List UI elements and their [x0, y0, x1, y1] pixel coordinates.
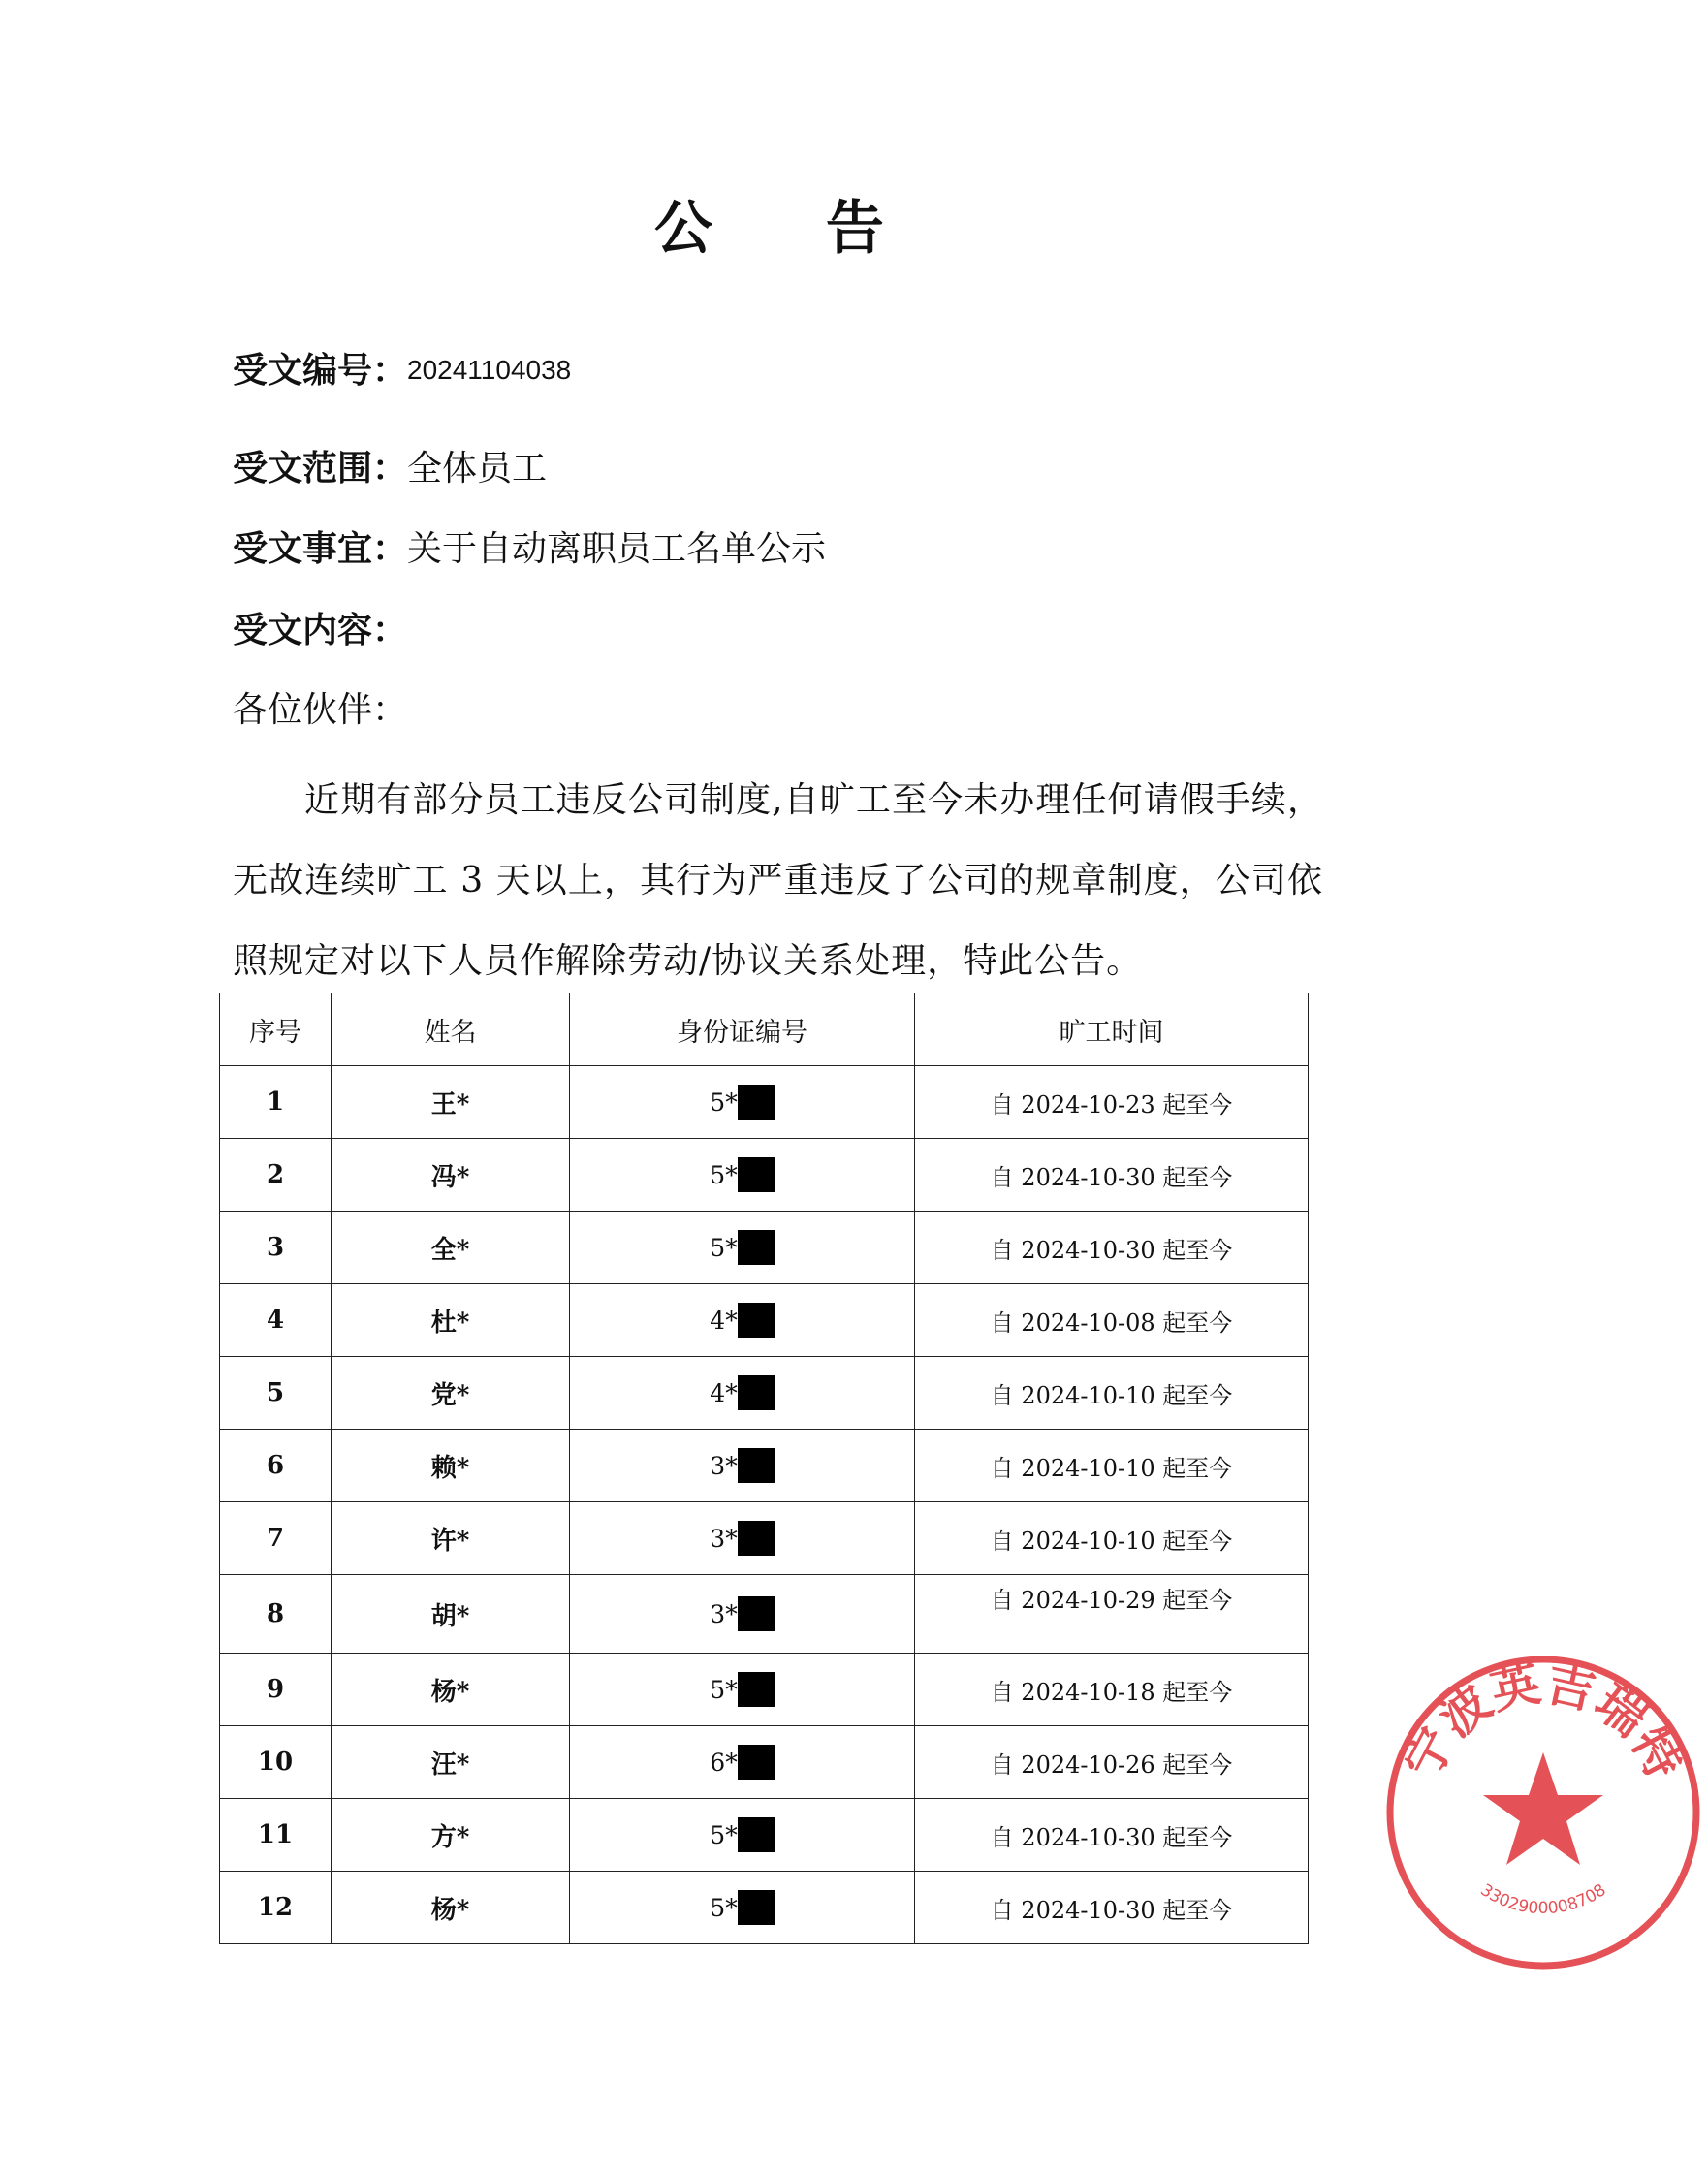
- table-row: [220, 1212, 1309, 1284]
- matter-label: 受文事宜：: [233, 528, 408, 569]
- row-period: 自 2024-10-30 起至今: [915, 1872, 1309, 1944]
- redaction-block: [738, 1817, 775, 1852]
- table-row: [220, 1430, 1309, 1502]
- notice-body: 近期有部分员工违反公司制度,自旷工至今未办理任何请假手续，无故连续旷工 3 天以上，其行为严重违反了公司的规章制度，公司依照规定对以下人员作解除劳动/协议关系处理，特此公告。: [233, 780, 1323, 981]
- scope-label: 受文范围：: [233, 448, 408, 489]
- row-id: [570, 1654, 915, 1726]
- row-period: 自 2024-10-08 起至今: [915, 1284, 1309, 1357]
- row-name: 许*: [332, 1502, 570, 1575]
- row-id: [570, 1066, 915, 1139]
- row-id-text: 5*: [710, 1233, 738, 1262]
- row-period: 自 2024-10-29 起至今: [915, 1575, 1309, 1654]
- redaction-block: [738, 1672, 775, 1707]
- row-no: 10: [220, 1726, 332, 1799]
- page-title: 公 告: [654, 195, 931, 263]
- row-id: [570, 1284, 915, 1357]
- redaction-block: [738, 1890, 775, 1925]
- row-id: [570, 1502, 915, 1575]
- row-period: 自 2024-10-10 起至今: [915, 1430, 1309, 1502]
- doc-number-value: 20241104038: [407, 355, 572, 385]
- row-id-text: 4*: [710, 1306, 738, 1335]
- table-row: [220, 1654, 1309, 1726]
- row-name: 汪*: [332, 1726, 570, 1799]
- row-no: 11: [220, 1799, 332, 1872]
- table-row: [220, 1726, 1309, 1799]
- row-name: 杨*: [332, 1654, 570, 1726]
- row-period: 自 2024-10-30 起至今: [915, 1139, 1309, 1212]
- doc-number-field: [233, 347, 571, 394]
- row-name: 全*: [332, 1212, 570, 1284]
- row-id: [570, 1139, 915, 1212]
- matter-field: [233, 525, 826, 573]
- row-name: 王*: [332, 1066, 570, 1139]
- row-name: 杨*: [332, 1872, 570, 1944]
- row-no: 1: [220, 1066, 332, 1139]
- row-name: 杜*: [332, 1284, 570, 1357]
- header-no: 序号: [220, 993, 332, 1066]
- redaction-block: [738, 1157, 775, 1192]
- table-row: [220, 1066, 1309, 1139]
- row-no: 7: [220, 1502, 332, 1575]
- row-id-text: 3*: [710, 1599, 738, 1628]
- row-id-text: 3*: [710, 1451, 738, 1480]
- employee-table: [219, 993, 1309, 1944]
- row-name: 方*: [332, 1799, 570, 1872]
- row-id-text: 6*: [710, 1748, 738, 1777]
- table-row: [220, 1284, 1309, 1357]
- seal-code-text: 3302900008708: [1476, 1880, 1610, 1919]
- redaction-block: [738, 1303, 775, 1338]
- content-field: [233, 607, 407, 654]
- row-id-text: 5*: [710, 1893, 738, 1922]
- row-no: 9: [220, 1654, 332, 1726]
- redaction-block: [738, 1230, 775, 1265]
- matter-value: 关于自动离职员工名单公示: [407, 529, 827, 569]
- table-row: [220, 1357, 1309, 1430]
- salutation: 各位伙伴：: [233, 690, 408, 730]
- seal-star-icon: [1483, 1752, 1603, 1865]
- row-no: 2: [220, 1139, 332, 1212]
- table-row: [220, 1139, 1309, 1212]
- redaction-block: [738, 1375, 775, 1410]
- row-no: 4: [220, 1284, 332, 1357]
- redaction-block: [738, 1596, 775, 1631]
- row-id-text: 5*: [710, 1088, 738, 1117]
- row-id: [570, 1212, 915, 1284]
- redaction-block: [738, 1448, 775, 1483]
- row-id: [570, 1357, 915, 1430]
- content-label: 受文内容：: [233, 610, 408, 650]
- header-period: 旷工时间: [915, 993, 1309, 1066]
- row-name: 胡*: [332, 1575, 570, 1654]
- header-id: 身份证编号: [570, 993, 915, 1066]
- row-id-text: 3*: [710, 1524, 738, 1553]
- table-row: [220, 1799, 1309, 1872]
- row-period: 自 2024-10-26 起至今: [915, 1726, 1309, 1799]
- row-name: 党*: [332, 1357, 570, 1430]
- row-id: [570, 1799, 915, 1872]
- redaction-block: [738, 1745, 775, 1780]
- row-id-text: 5*: [710, 1160, 738, 1189]
- row-no: 5: [220, 1357, 332, 1430]
- redaction-block: [738, 1521, 775, 1556]
- row-id-text: 5*: [710, 1675, 738, 1704]
- row-period: 自 2024-10-10 起至今: [915, 1357, 1309, 1430]
- header-name: 姓名: [332, 993, 570, 1066]
- scope-field: [233, 445, 547, 492]
- seal-name-text: 宁波英吉瑞特: [1392, 1654, 1694, 1788]
- row-period: 自 2024-10-23 起至今: [915, 1066, 1309, 1139]
- table-header-row: [220, 993, 1309, 1066]
- redaction-block: [738, 1085, 775, 1120]
- row-id: [570, 1872, 915, 1944]
- doc-number-label: 受文编号：: [233, 350, 408, 391]
- row-id-text: 5*: [710, 1820, 738, 1849]
- company-seal: [1378, 1648, 1708, 1977]
- row-no: 8: [220, 1575, 332, 1654]
- row-id-text: 4*: [710, 1378, 738, 1407]
- row-name: 赖*: [332, 1430, 570, 1502]
- row-period: 自 2024-10-30 起至今: [915, 1212, 1309, 1284]
- table-row: [220, 1872, 1309, 1944]
- row-id: [570, 1430, 915, 1502]
- row-no: 12: [220, 1872, 332, 1944]
- table-row: [220, 1575, 1309, 1654]
- row-period: 自 2024-10-18 起至今: [915, 1654, 1309, 1726]
- scope-value: 全体员工: [407, 449, 548, 489]
- row-no: 6: [220, 1430, 332, 1502]
- row-period: 自 2024-10-30 起至今: [915, 1799, 1309, 1872]
- row-period: 自 2024-10-10 起至今: [915, 1502, 1309, 1575]
- row-name: 冯*: [332, 1139, 570, 1212]
- row-no: 3: [220, 1212, 332, 1284]
- row-id: [570, 1726, 915, 1799]
- table-row: [220, 1502, 1309, 1575]
- row-id: [570, 1575, 915, 1654]
